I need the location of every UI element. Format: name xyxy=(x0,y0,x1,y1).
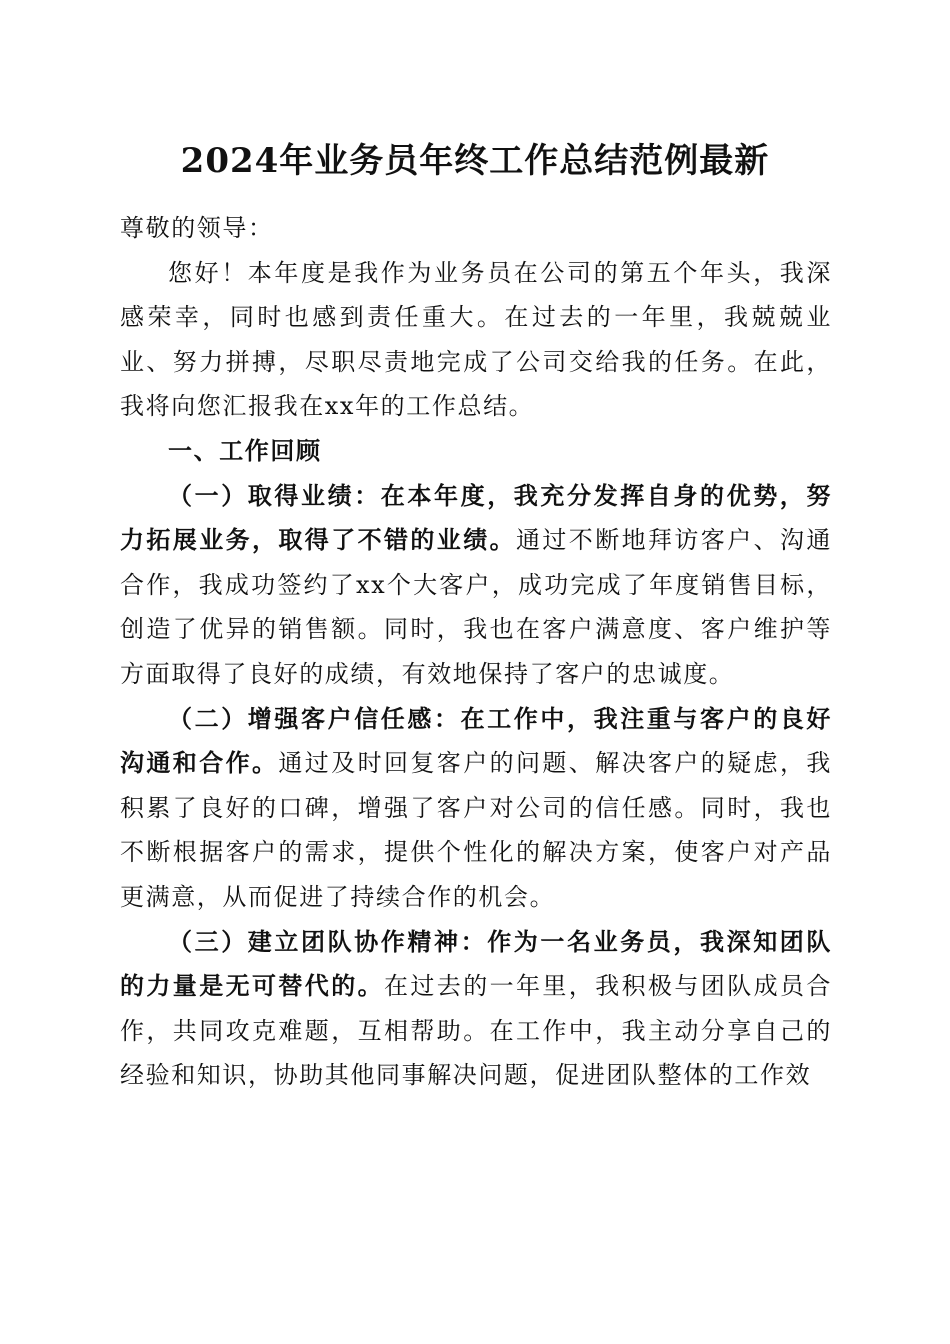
paragraph-achievements xyxy=(120,474,832,697)
document-body xyxy=(120,206,832,1098)
lead-sentence-teamwork: （三）建立团队协作精神：作为一名业务员，我深知团队的力量是无可替代的。 xyxy=(120,926,832,1001)
salutation: 尊敬的领导： xyxy=(120,214,274,242)
document-title: 2024年业务员年终工作总结范例最新 xyxy=(180,141,770,181)
body-text-client-trust: 通过及时回复客户的问题、解决客户的疑虑，我积累了良好的口碑，增强了客户对公司的信任感。同时，我也不断根据客户的需求，提供个性化的解决方案，使客户对产品更满意，从而促进了持续合作的机会。 xyxy=(120,749,832,911)
paragraph-client-trust xyxy=(120,697,832,920)
body-text-teamwork: 在过去的一年里，我积极与团队成员合作，共同攻克难题，互相帮助。在工作中，我主动分享自己的经验和知识，协助其他同事解决问题，促进团队整体的工作效 xyxy=(120,972,832,1090)
intro-paragraph: 您好！本年度是我作为业务员在公司的第五个年头，我深感荣幸，同时也感到责任重大。在过去的一年里，我兢兢业业、努力拼搏，尽职尽责地完成了公司交给我的任务。在此，我将向您汇报我在xx年的工作总结。 xyxy=(120,258,832,421)
paragraph-teamwork xyxy=(120,920,832,1098)
body-text-achievements: 通过不断地拜访客户、沟通合作，我成功签约了xx个大客户，成功完成了年度销售目标，创造了优异的销售额。同时，我也在客户满意度、客户维护等方面取得了良好的成绩，有效地保持了客户的忠诚度。 xyxy=(120,526,832,688)
lead-sentence-client-trust: （二）增强客户信任感：在工作中，我注重与客户的良好沟通和合作。 xyxy=(120,703,832,778)
lead-sentence-achievements: （一）取得业绩：在本年度，我充分发挥自身的优势，努力拓展业务，取得了不错的业绩。 xyxy=(120,480,832,555)
section-heading-work-review: 一、工作回顾 xyxy=(168,436,322,465)
